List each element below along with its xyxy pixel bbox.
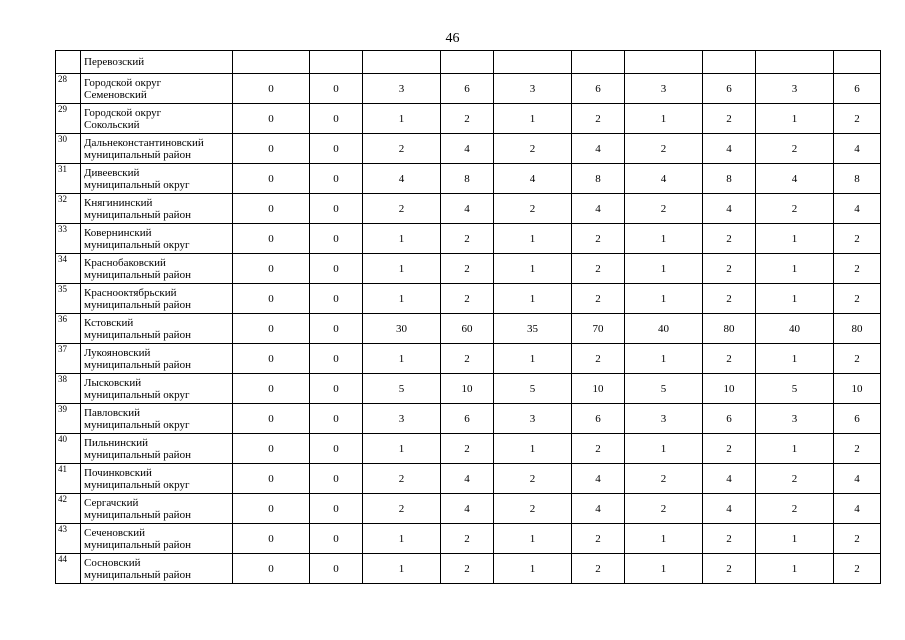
table-row [56, 254, 881, 284]
municipality-name-line1: Лысковский [84, 376, 142, 389]
municipality-name-cell [81, 74, 233, 104]
table-row [56, 344, 881, 374]
value-cell: 6 [572, 74, 625, 104]
municipality-name-line1: Починковский [84, 466, 152, 479]
value-cell: 10 [441, 374, 494, 404]
municipality-name-cell [81, 494, 233, 524]
municipality-name-line1: Княгининский [84, 196, 153, 209]
value-cell: 2 [703, 224, 756, 254]
municipal-data-table [55, 50, 881, 584]
value-cell: 2 [363, 134, 441, 164]
row-number-cell: 43 [56, 524, 81, 554]
value-cell: 2 [363, 194, 441, 224]
value-cell: 2 [834, 284, 881, 314]
value-cell: 1 [756, 344, 834, 374]
value-cell: 0 [233, 494, 310, 524]
value-cell [703, 51, 756, 74]
value-cell: 1 [494, 524, 572, 554]
value-cell [310, 51, 363, 74]
value-cell: 0 [233, 224, 310, 254]
value-cell: 5 [756, 374, 834, 404]
value-cell: 4 [572, 464, 625, 494]
value-cell: 0 [310, 494, 363, 524]
value-cell: 2 [834, 524, 881, 554]
value-cell: 4 [756, 164, 834, 194]
value-cell: 1 [363, 284, 441, 314]
value-cell: 2 [625, 194, 703, 224]
value-cell: 4 [363, 164, 441, 194]
municipality-name-line1: Сеченовский [84, 526, 146, 539]
value-cell: 0 [310, 374, 363, 404]
value-cell: 2 [441, 224, 494, 254]
value-cell: 2 [703, 254, 756, 284]
municipality-name-cell [81, 164, 233, 194]
table-row [56, 284, 881, 314]
value-cell: 0 [233, 434, 310, 464]
value-cell: 4 [441, 464, 494, 494]
value-cell: 2 [572, 254, 625, 284]
value-cell: 2 [625, 134, 703, 164]
table-row [56, 224, 881, 254]
value-cell: 0 [233, 104, 310, 134]
value-cell: 0 [233, 374, 310, 404]
municipality-name-line2: муниципальный район [84, 328, 191, 341]
municipality-name-cell [81, 104, 233, 134]
value-cell: 0 [233, 164, 310, 194]
value-cell: 4 [834, 494, 881, 524]
value-cell: 0 [310, 464, 363, 494]
value-cell: 1 [363, 554, 441, 584]
value-cell: 2 [572, 344, 625, 374]
municipality-name-line2: муниципальный район [84, 268, 191, 281]
value-cell: 8 [572, 164, 625, 194]
value-cell: 0 [310, 74, 363, 104]
row-number-cell: 29 [56, 104, 81, 134]
value-cell: 1 [494, 554, 572, 584]
value-cell: 4 [703, 494, 756, 524]
value-cell: 80 [834, 314, 881, 344]
table-row [56, 74, 881, 104]
value-cell: 0 [233, 284, 310, 314]
value-cell: 0 [233, 194, 310, 224]
value-cell [572, 51, 625, 74]
value-cell: 4 [703, 194, 756, 224]
row-number-cell: 36 [56, 314, 81, 344]
value-cell: 0 [233, 314, 310, 344]
value-cell: 4 [494, 164, 572, 194]
municipality-name-line1: Дальнеконстантиновский [84, 136, 204, 149]
municipality-name-line2: муниципальный округ [84, 178, 190, 191]
value-cell: 2 [572, 284, 625, 314]
municipality-name-cell [81, 314, 233, 344]
municipality-name-line2: муниципальный округ [84, 478, 190, 491]
table-row [56, 104, 881, 134]
value-cell: 6 [834, 74, 881, 104]
value-cell: 2 [441, 434, 494, 464]
municipality-name-cell [81, 404, 233, 434]
value-cell: 2 [703, 344, 756, 374]
row-number-cell: 44 [56, 554, 81, 584]
value-cell: 70 [572, 314, 625, 344]
value-cell: 0 [233, 464, 310, 494]
value-cell: 0 [310, 104, 363, 134]
value-cell: 1 [363, 254, 441, 284]
municipality-name-line2: муниципальный округ [84, 418, 190, 431]
value-cell: 2 [494, 134, 572, 164]
value-cell: 1 [363, 224, 441, 254]
value-cell: 2 [834, 224, 881, 254]
value-cell: 2 [834, 104, 881, 134]
value-cell: 0 [310, 314, 363, 344]
value-cell [233, 51, 310, 74]
row-number-cell [56, 51, 81, 74]
value-cell: 6 [441, 404, 494, 434]
value-cell: 6 [572, 404, 625, 434]
value-cell: 2 [625, 464, 703, 494]
value-cell: 35 [494, 314, 572, 344]
municipality-name-line1: Городской округ [84, 76, 162, 89]
table-row [56, 314, 881, 344]
row-number-cell: 40 [56, 434, 81, 464]
table-row [56, 134, 881, 164]
value-cell: 4 [441, 134, 494, 164]
value-cell: 2 [363, 494, 441, 524]
table-row [56, 494, 881, 524]
value-cell: 3 [363, 404, 441, 434]
value-cell: 2 [363, 464, 441, 494]
table-row [56, 404, 881, 434]
value-cell: 3 [756, 404, 834, 434]
value-cell: 2 [494, 464, 572, 494]
value-cell: 1 [625, 284, 703, 314]
value-cell: 0 [310, 254, 363, 284]
value-cell: 0 [310, 434, 363, 464]
value-cell: 2 [572, 524, 625, 554]
municipality-name-line1: Лукояновский [84, 346, 151, 359]
value-cell: 1 [625, 524, 703, 554]
value-cell: 8 [441, 164, 494, 194]
value-cell: 2 [756, 464, 834, 494]
value-cell: 2 [441, 554, 494, 584]
value-cell: 6 [703, 74, 756, 104]
value-cell: 0 [310, 404, 363, 434]
row-number-cell: 38 [56, 374, 81, 404]
value-cell: 0 [233, 254, 310, 284]
row-number-cell: 39 [56, 404, 81, 434]
value-cell: 3 [756, 74, 834, 104]
value-cell: 4 [441, 494, 494, 524]
value-cell: 2 [834, 254, 881, 284]
value-cell: 2 [756, 194, 834, 224]
value-cell: 0 [310, 554, 363, 584]
municipality-name-line1: Дивеевский [84, 166, 140, 179]
municipality-name-line1: Пильнинский [84, 436, 148, 449]
value-cell: 0 [233, 134, 310, 164]
value-cell: 8 [703, 164, 756, 194]
table-row [56, 164, 881, 194]
value-cell: 3 [494, 74, 572, 104]
value-cell: 2 [703, 104, 756, 134]
row-number-cell: 42 [56, 494, 81, 524]
value-cell: 2 [625, 494, 703, 524]
municipality-name-line2: муниципальный район [84, 358, 191, 371]
value-cell: 0 [233, 524, 310, 554]
row-number-cell: 35 [56, 284, 81, 314]
municipality-name-cell: Перевозский [81, 51, 233, 74]
value-cell: 2 [572, 434, 625, 464]
value-cell: 1 [494, 254, 572, 284]
value-cell: 80 [703, 314, 756, 344]
municipality-name-line2: муниципальный район [84, 508, 191, 521]
value-cell: 6 [441, 74, 494, 104]
value-cell: 1 [625, 104, 703, 134]
value-cell: 2 [756, 494, 834, 524]
municipality-name-line2: муниципальный район [84, 448, 191, 461]
row-number-cell: 31 [56, 164, 81, 194]
value-cell: 4 [834, 194, 881, 224]
value-cell: 0 [310, 164, 363, 194]
value-cell: 1 [756, 254, 834, 284]
table-row-continuation [56, 51, 881, 74]
value-cell [834, 51, 881, 74]
table-row [56, 554, 881, 584]
value-cell: 10 [834, 374, 881, 404]
value-cell: 5 [625, 374, 703, 404]
value-cell: 4 [625, 164, 703, 194]
value-cell: 40 [625, 314, 703, 344]
municipality-name-line2: муниципальный район [84, 208, 191, 221]
value-cell: 6 [703, 404, 756, 434]
value-cell: 2 [441, 254, 494, 284]
value-cell: 1 [756, 524, 834, 554]
value-cell: 2 [441, 524, 494, 554]
municipality-name-line1: Городской округ [84, 106, 162, 119]
value-cell [756, 51, 834, 74]
municipality-name-cell [81, 464, 233, 494]
value-cell: 2 [572, 104, 625, 134]
municipality-name-cell [81, 554, 233, 584]
value-cell: 3 [625, 74, 703, 104]
value-cell: 10 [572, 374, 625, 404]
value-cell: 1 [363, 104, 441, 134]
value-cell: 1 [363, 524, 441, 554]
table-body [56, 51, 881, 584]
municipality-name-line1: Ковернинский [84, 226, 152, 239]
value-cell: 0 [310, 194, 363, 224]
value-cell: 10 [703, 374, 756, 404]
value-cell: 30 [363, 314, 441, 344]
row-number-cell: 34 [56, 254, 81, 284]
value-cell: 6 [834, 404, 881, 434]
value-cell: 2 [441, 344, 494, 374]
municipality-name-line1: Кстовский [84, 316, 134, 329]
municipality-name-line1: Краснобаковский [84, 256, 166, 269]
value-cell: 1 [363, 434, 441, 464]
value-cell: 1 [625, 554, 703, 584]
table-row [56, 374, 881, 404]
value-cell: 3 [363, 74, 441, 104]
municipality-name-line2: муниципальный район [84, 298, 191, 311]
value-cell: 2 [703, 524, 756, 554]
value-cell: 2 [441, 104, 494, 134]
value-cell: 0 [310, 524, 363, 554]
value-cell: 1 [494, 224, 572, 254]
table-row [56, 194, 881, 224]
value-cell: 0 [233, 344, 310, 374]
municipality-name-cell [81, 374, 233, 404]
value-cell [441, 51, 494, 74]
value-cell: 4 [703, 134, 756, 164]
value-cell: 4 [703, 464, 756, 494]
value-cell: 2 [756, 134, 834, 164]
value-cell: 4 [441, 194, 494, 224]
municipality-name-line2: муниципальный округ [84, 238, 190, 251]
municipality-name-line1: Павловский [84, 406, 140, 419]
value-cell: 2 [834, 344, 881, 374]
municipality-name-cell [81, 134, 233, 164]
value-cell: 0 [310, 224, 363, 254]
value-cell: 40 [756, 314, 834, 344]
municipality-name-cell [81, 284, 233, 314]
value-cell: 8 [834, 164, 881, 194]
municipality-name-cell [81, 524, 233, 554]
row-number-cell: 37 [56, 344, 81, 374]
value-cell: 2 [703, 284, 756, 314]
value-cell: 4 [572, 194, 625, 224]
value-cell: 3 [494, 404, 572, 434]
municipality-name-cell [81, 194, 233, 224]
value-cell: 3 [625, 404, 703, 434]
value-cell [494, 51, 572, 74]
value-cell: 1 [756, 554, 834, 584]
value-cell: 1 [363, 344, 441, 374]
value-cell: 0 [233, 74, 310, 104]
value-cell: 4 [834, 464, 881, 494]
value-cell: 2 [703, 434, 756, 464]
table-row [56, 524, 881, 554]
municipality-name-cell [81, 254, 233, 284]
value-cell: 5 [494, 374, 572, 404]
value-cell: 2 [494, 194, 572, 224]
table-row [56, 434, 881, 464]
municipality-name-cell [81, 344, 233, 374]
value-cell: 4 [572, 494, 625, 524]
value-cell: 1 [494, 434, 572, 464]
value-cell: 2 [494, 494, 572, 524]
municipality-name-cell [81, 434, 233, 464]
value-cell: 1 [756, 224, 834, 254]
municipality-name-line1: Сосновский [84, 556, 141, 569]
row-number-cell: 33 [56, 224, 81, 254]
row-number-cell: 32 [56, 194, 81, 224]
municipality-name-line2: муниципальный округ [84, 388, 190, 401]
value-cell: 0 [233, 554, 310, 584]
value-cell [363, 51, 441, 74]
row-number-cell: 30 [56, 134, 81, 164]
value-cell: 0 [310, 134, 363, 164]
value-cell: 60 [441, 314, 494, 344]
row-number-cell: 28 [56, 74, 81, 104]
value-cell: 4 [572, 134, 625, 164]
page-number: 46 [445, 31, 460, 46]
value-cell: 5 [363, 374, 441, 404]
municipality-name-line2: муниципальный район [84, 538, 191, 551]
value-cell [625, 51, 703, 74]
value-cell: 1 [756, 104, 834, 134]
municipality-name-line1: Краснооктябрьский [84, 286, 177, 299]
value-cell: 0 [310, 344, 363, 374]
value-cell: 2 [441, 284, 494, 314]
municipality-name-line2: Сокольский [84, 118, 140, 131]
value-cell: 0 [310, 284, 363, 314]
table-row [56, 464, 881, 494]
value-cell: 1 [494, 284, 572, 314]
value-cell: 1 [625, 434, 703, 464]
value-cell: 1 [625, 344, 703, 374]
municipality-name-line2: муниципальный район [84, 148, 191, 161]
row-number-cell: 41 [56, 464, 81, 494]
municipality-name-line2: Семеновский [84, 88, 147, 101]
value-cell: 1 [756, 434, 834, 464]
value-cell: 1 [494, 344, 572, 374]
municipality-name-cell [81, 224, 233, 254]
value-cell: 2 [834, 434, 881, 464]
municipality-name-line1: Сергачский [84, 496, 139, 509]
value-cell: 2 [703, 554, 756, 584]
value-cell: 1 [494, 104, 572, 134]
value-cell: 4 [834, 134, 881, 164]
value-cell: 2 [572, 554, 625, 584]
value-cell: 2 [834, 554, 881, 584]
value-cell: 2 [572, 224, 625, 254]
value-cell: 1 [625, 254, 703, 284]
value-cell: 1 [625, 224, 703, 254]
value-cell: 1 [756, 284, 834, 314]
municipality-name-line2: муниципальный район [84, 568, 191, 581]
value-cell: 0 [233, 404, 310, 434]
